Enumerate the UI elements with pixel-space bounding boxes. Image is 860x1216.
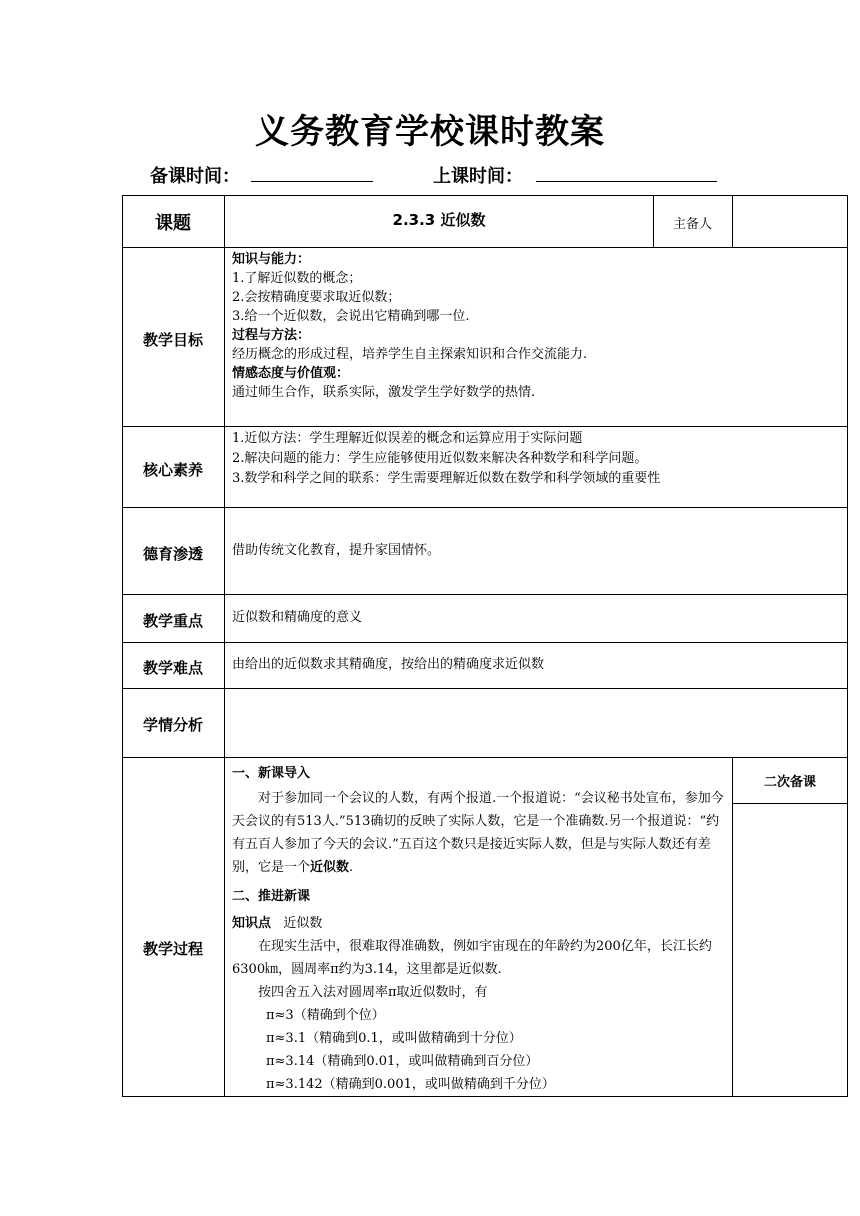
approx-item: π≈3.1（精确到0.1，或叫做精确到十分位）: [266, 1031, 522, 1046]
approx-item: π≈3.142（精确到0.001，或叫做精确到千分位）: [266, 1077, 555, 1092]
section-title: 二、推进新课: [232, 889, 311, 904]
topic-value: 2.3.3 近似数: [392, 211, 486, 229]
process-content: [232, 762, 726, 1096]
prep-time-blank[interactable]: [251, 181, 373, 182]
core-label: 核心素养: [142, 461, 203, 479]
objectives-content: [232, 250, 842, 402]
intro-paragraph: [232, 787, 726, 879]
knowledge-point-topic: 近似数: [283, 916, 323, 931]
prep-time-label: 备课时间：: [150, 166, 240, 187]
core-item: 1.近似方法：学生理解近似误差的概念和运算应用于实际问题: [232, 431, 583, 446]
label-column-divider: [224, 195, 225, 1097]
lesson-plan-table: [122, 195, 848, 1097]
row-divider: [122, 757, 848, 758]
row-divider: [122, 426, 848, 427]
section-title: 一、新课导入: [232, 766, 311, 781]
knowledge-point-label: 知识点: [232, 916, 272, 931]
knowledge-item: 1.了解近似数的概念；: [232, 271, 362, 286]
class-time-blank[interactable]: [536, 181, 717, 182]
preparer-value-divider: [732, 195, 733, 247]
core-item: 3.数学和科学之间的联系：学生需要理解近似数在数学和科学领域的重要性: [232, 471, 661, 486]
difficulties-label: 教学难点: [142, 659, 203, 677]
moral-text: 借助传统文化教育，提升家国情怀。: [232, 543, 441, 558]
second-prep-column-divider: [732, 757, 733, 1097]
emotion-text: 通过师生合作，联系实际，激发学生学好数学的热情.: [232, 385, 536, 400]
difficulties-text: 由给出的近似数求其精确度，按给出的精确度求近似数: [232, 657, 545, 672]
table-border-bottom: [122, 1096, 848, 1097]
objectives-label: 教学目标: [142, 331, 203, 349]
approx-item: π≈3（精确到个位）: [266, 1008, 385, 1023]
approximate-number-term: 近似数: [310, 860, 350, 875]
preparer-label: 主备人: [672, 217, 712, 232]
real-life-paragraph: 在现实生活中，很难取得准确数，例如宇宙现在的年龄约为200亿年，长江长约6300㎞，圆周率π约为3.14，这里都是近似数.: [232, 939, 712, 977]
emotion-heading: 情感态度与价值观：: [232, 366, 350, 381]
document-title: 义务教育学校课时教案: [255, 112, 605, 152]
process-heading: 过程与方法：: [232, 328, 311, 343]
key-points-text: 近似数和精确度的意义: [232, 610, 363, 625]
knowledge-heading: 知识与能力：: [232, 252, 311, 267]
second-prep-label: 二次备课: [763, 775, 816, 790]
row-divider: [122, 247, 848, 248]
knowledge-item: 3.给一个近似数，会说出它精确到哪一位.: [232, 309, 470, 324]
knowledge-item: 2.会按精确度要求取近似数；: [232, 290, 401, 305]
rounding-intro: 按四舍五入法对圆周率π取近似数时，有: [258, 985, 488, 1000]
approx-item: π≈3.14（精确到0.01，或叫做精确到百分位）: [266, 1054, 539, 1069]
table-border-right: [847, 195, 848, 1097]
intro-end: .: [349, 860, 354, 875]
key-points-label: 教学重点: [142, 612, 203, 630]
row-divider: [122, 688, 848, 689]
core-item: 2.解决问题的能力：学生应能够使用近似数来解决各种数学和科学问题。: [232, 451, 648, 466]
process-text: 经历概念的形成过程，培养学生自主探索知识和合作交流能力.: [232, 347, 588, 362]
core-content: [232, 429, 842, 489]
row-divider: [122, 594, 848, 595]
second-prep-divider: [732, 803, 848, 804]
table-border-top: [122, 195, 848, 196]
class-time-label: 上课时间：: [433, 166, 523, 187]
moral-label: 德育渗透: [142, 545, 203, 563]
row-divider: [122, 642, 848, 643]
intro-text: 对于参加同一个会议的人数，有两个报道.一个报道说：“会议秘书处宣布，参加今天会议的有513人.”513确切的反映了实际人数，它是一个准确数.另一个报道说：“约有五百人参加了今天的会议.”五百这个数只是接近实际人数，但是与实际人数还有差别，它是一个: [232, 791, 724, 875]
process-label: 教学过程: [142, 940, 203, 958]
knowledge-point-line: [232, 912, 726, 935]
topic-label: 课题: [155, 213, 191, 234]
analysis-label: 学情分析: [142, 716, 203, 734]
row-divider: [122, 507, 848, 508]
